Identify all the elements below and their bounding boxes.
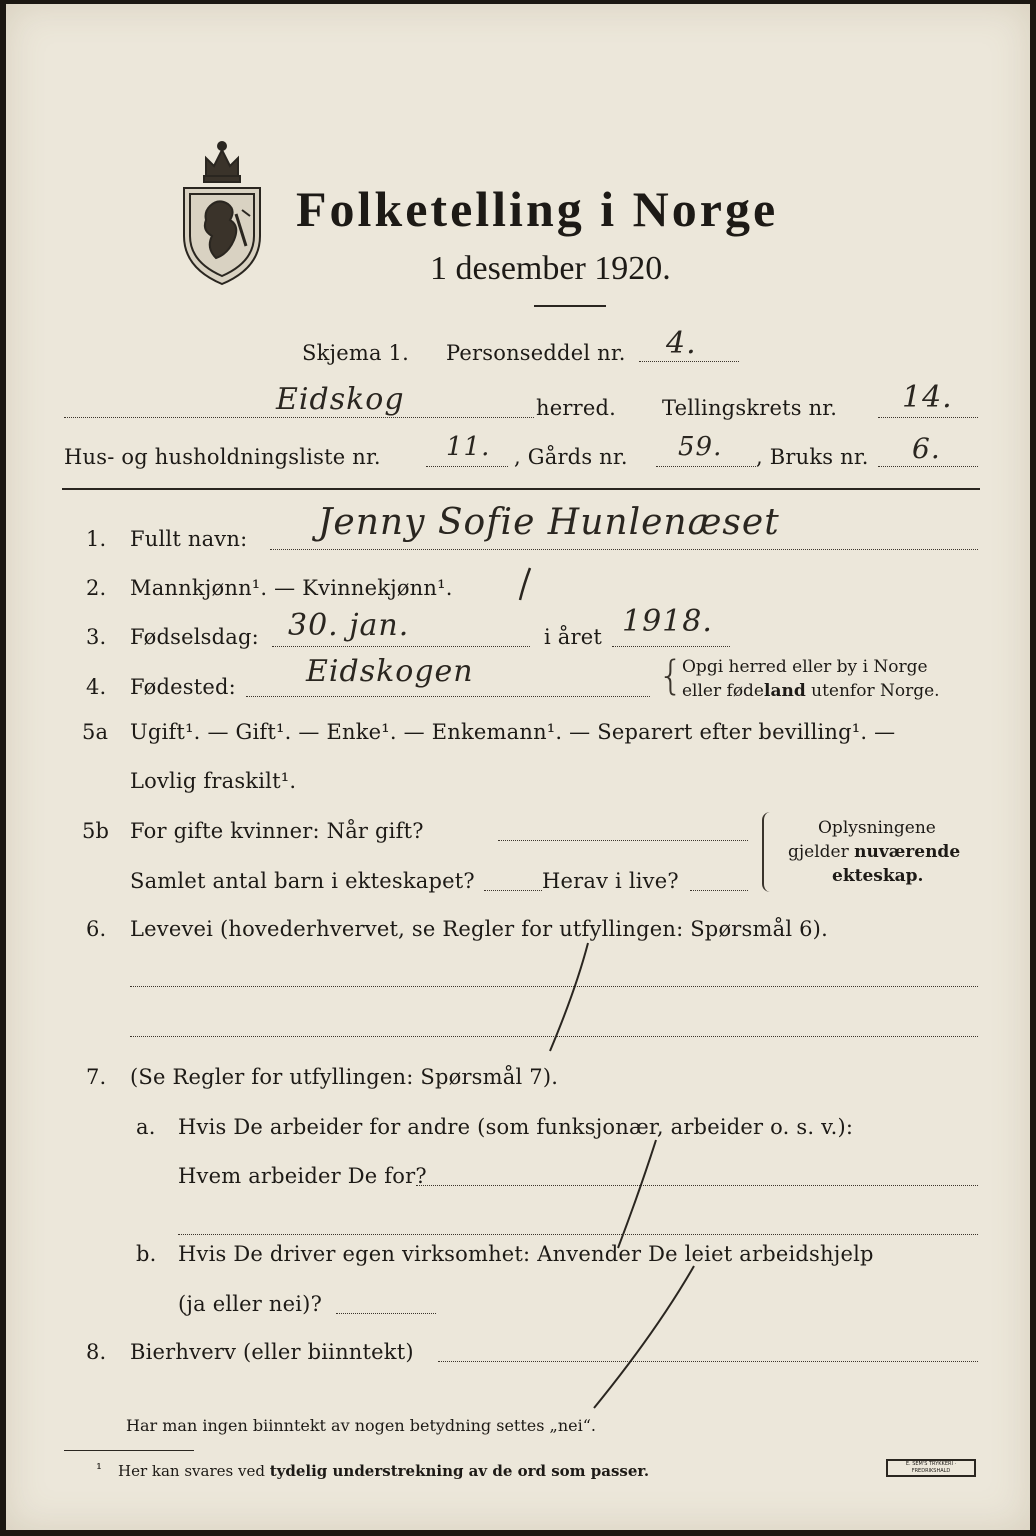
q6-label: Levevei (hovederhvervet, se Regler for utfyllingen: Spørsmål 6).	[130, 917, 828, 941]
tellingskrets-label: Tellingskrets nr.	[662, 396, 838, 420]
q4-label: Fødested:	[130, 675, 236, 699]
q5b-children-label: Samlet antal barn i ekteskapet?	[130, 869, 475, 893]
q7a-number: a.	[136, 1115, 156, 1139]
bruks-label: , Bruks nr.	[756, 445, 869, 469]
q3-birthday-value: 30. jan.	[288, 608, 410, 643]
q3-year-label: i året	[544, 625, 603, 649]
footnote-divider	[64, 1450, 194, 1451]
q7b-yes-no-label: (ja eller nei)?	[178, 1292, 323, 1316]
footnote-mark: ¹	[96, 1460, 103, 1478]
q5b-bracket-left	[762, 812, 772, 892]
q6-blank-strike-mark	[526, 939, 606, 1059]
hus-label: Hus- og husholdningsliste nr.	[64, 445, 381, 469]
q1-number: 1.	[86, 527, 107, 551]
footnote-text: Her kan svares ved tydelig understrekning av de ord som passer.	[118, 1462, 650, 1480]
census-date: 1 desember 1920.	[430, 250, 671, 287]
q5b-note-line2: gjelder nuværende	[788, 842, 961, 862]
q2-gender-options: Mannkjønn¹. — Kvinnekjønn¹.	[130, 576, 453, 600]
footer-note: Har man ingen biinntekt av nogen betydning settes „nei“.	[126, 1416, 596, 1435]
header-divider	[62, 488, 980, 490]
q5b-note-line3: ekteskap.	[832, 866, 924, 886]
q4-note-line2: eller fødeland utenfor Norge.	[682, 681, 940, 701]
herred-value: Eidskog	[276, 382, 405, 417]
q7-number: 7.	[86, 1065, 107, 1089]
q3-number: 3.	[86, 625, 107, 649]
q2-number: 2.	[86, 576, 107, 600]
q8-blank-strike-mark	[576, 1262, 706, 1412]
q8-label: Bierhverv (eller biinntekt)	[130, 1340, 414, 1364]
q5a-marital-options: Ugift¹. — Gift¹. — Enke¹. — Enkemann¹. — Separert efter bevilling¹. —	[130, 720, 896, 744]
q6-number: 6.	[86, 917, 107, 941]
q5b-married-when-label: For gifte kvinner: Når gift?	[130, 819, 424, 843]
herred-label: herred.	[536, 396, 616, 420]
q7a-label: Hvis De arbeider for andre (som funksjonær, arbeider o. s. v.):	[178, 1115, 854, 1139]
q7b-label: Hvis De driver egen virksomhet: Anvender De leiet arbeidshjelp	[178, 1242, 874, 1266]
tellingskrets-value: 14.	[902, 380, 953, 415]
q7b-number: b.	[136, 1242, 157, 1266]
personseddel-label: Personseddel nr.	[446, 341, 626, 365]
q5a-divorced-option: Lovlig fraskilt¹.	[130, 769, 297, 793]
hus-value: 11.	[446, 432, 491, 462]
q1-full-name-value: Jenny Sofie Hunlenæset	[318, 502, 780, 543]
printer-stamp: E. SEM'S TRYKKERI · FREDRIKSHALD	[886, 1459, 976, 1477]
q7a-blank-strike-mark	[596, 1134, 676, 1254]
q4-note-line1: Opgi herred eller by i Norge	[682, 657, 928, 677]
gards-label: , Gårds nr.	[514, 445, 628, 469]
q5b-alive-label: Herav i live?	[542, 869, 679, 893]
q7a-employer-label: Hvem arbeider De for?	[178, 1164, 427, 1188]
bruks-value: 6.	[912, 432, 941, 465]
q5b-number: 5b	[82, 819, 110, 843]
coat-of-arms-icon	[176, 136, 268, 286]
form-title: Folketelling i Norge	[296, 181, 779, 237]
q7-label: (Se Regler for utfyllingen: Spørsmål 7).	[130, 1065, 559, 1089]
q4-brace: {	[658, 653, 684, 699]
schema-label: Skjema 1.	[302, 341, 409, 365]
q3-label: Fødselsdag:	[130, 625, 259, 649]
q4-number: 4.	[86, 675, 107, 699]
gards-value: 59.	[678, 432, 723, 462]
q8-number: 8.	[86, 1340, 107, 1364]
gender-check-mark	[502, 564, 542, 604]
census-form	[6, 4, 1030, 1530]
q1-label: Fullt navn:	[130, 527, 248, 551]
q4-birthplace-value: Eidskogen	[306, 654, 474, 689]
personseddel-value: 4.	[666, 326, 697, 361]
q5a-number: 5a	[82, 720, 109, 744]
q5b-note-line1: Oplysningene	[818, 818, 936, 838]
title-divider	[534, 305, 606, 307]
q3-year-value: 1918.	[622, 604, 713, 639]
